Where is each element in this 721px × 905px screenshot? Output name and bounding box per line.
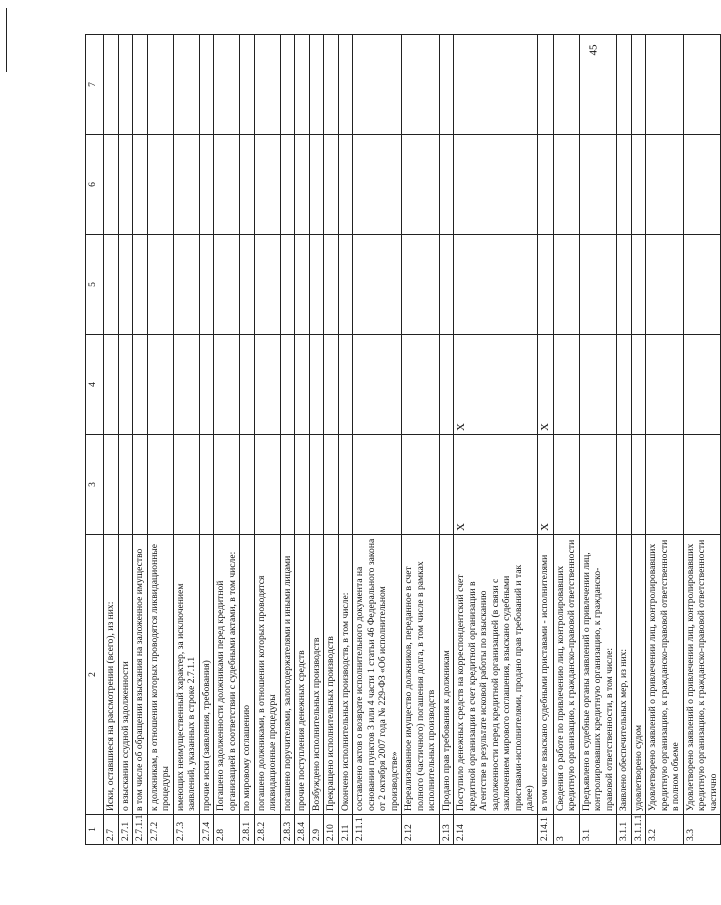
row-code: 2.13 bbox=[439, 815, 454, 845]
value-cell bbox=[683, 235, 721, 335]
header-cell: 5 bbox=[86, 235, 104, 335]
row-description: Возбуждено исполнительных производств bbox=[309, 535, 324, 815]
value-cell bbox=[199, 235, 214, 335]
value-cell bbox=[646, 435, 684, 535]
value-cell bbox=[254, 35, 280, 135]
table-row bbox=[214, 35, 240, 845]
value-cell bbox=[402, 235, 440, 335]
table-row bbox=[402, 35, 440, 845]
row-description: по мировому соглашению bbox=[240, 535, 255, 815]
value-cell bbox=[338, 35, 353, 135]
value-cell bbox=[118, 235, 133, 335]
value-cell bbox=[133, 435, 148, 535]
value-cell bbox=[402, 435, 440, 535]
table-row bbox=[280, 35, 295, 845]
value-cell bbox=[309, 35, 324, 135]
value-cell bbox=[579, 235, 617, 335]
value-cell bbox=[147, 35, 173, 135]
value-cell bbox=[631, 235, 646, 335]
value-cell bbox=[104, 435, 119, 535]
table-row bbox=[439, 35, 454, 845]
value-cell bbox=[240, 135, 255, 235]
value-cell bbox=[133, 335, 148, 435]
value-cell bbox=[439, 335, 454, 435]
row-description: прочие иски (заявления, требования) bbox=[199, 535, 214, 815]
value-cell bbox=[295, 35, 310, 135]
value-cell bbox=[254, 435, 280, 535]
value-cell bbox=[147, 235, 173, 335]
value-cell bbox=[439, 235, 454, 335]
value-cell bbox=[214, 235, 240, 335]
value-cell bbox=[280, 435, 295, 535]
value-cell bbox=[537, 135, 553, 235]
value-cell bbox=[280, 35, 295, 135]
table-row bbox=[617, 35, 632, 845]
value-cell bbox=[104, 235, 119, 335]
value-cell bbox=[553, 135, 579, 235]
row-code: 2.14.1 bbox=[537, 815, 553, 845]
value-cell bbox=[579, 35, 617, 135]
table-row bbox=[309, 35, 324, 845]
value-cell bbox=[353, 435, 402, 535]
value-cell bbox=[617, 135, 632, 235]
value-cell bbox=[104, 135, 119, 235]
value-cell bbox=[683, 35, 721, 135]
value-cell bbox=[579, 135, 617, 235]
row-code: 3.1 bbox=[579, 815, 617, 845]
value-cell bbox=[537, 35, 553, 135]
value-cell bbox=[553, 435, 579, 535]
row-code: 2.9 bbox=[309, 815, 324, 845]
rotated-page bbox=[85, 35, 719, 845]
value-cell bbox=[439, 35, 454, 135]
value-cell bbox=[199, 135, 214, 235]
value-cell bbox=[280, 235, 295, 335]
value-cell: X bbox=[454, 335, 538, 435]
value-cell: X bbox=[537, 435, 553, 535]
row-description: Прекращено исполнительных производств bbox=[324, 535, 339, 815]
value-cell bbox=[338, 435, 353, 535]
value-cell bbox=[631, 435, 646, 535]
value-cell bbox=[199, 435, 214, 535]
value-cell bbox=[133, 35, 148, 135]
page-number: 45 bbox=[587, 44, 600, 56]
value-cell bbox=[240, 435, 255, 535]
value-cell bbox=[240, 335, 255, 435]
margin-line bbox=[6, 8, 7, 72]
value-cell bbox=[439, 135, 454, 235]
value-cell bbox=[646, 335, 684, 435]
value-cell bbox=[402, 135, 440, 235]
value-cell bbox=[147, 435, 173, 535]
row-description: Предъявлено в судебные органы заявлений о привлечении лиц, контролировавших кредитную организацию, к гражданско-правовой ответственности, в том числе: bbox=[579, 535, 617, 815]
row-code: 2.7.1 bbox=[118, 815, 133, 845]
header-cell: 4 bbox=[86, 335, 104, 435]
row-code: 2.14 bbox=[454, 815, 538, 845]
row-code: 2.7.3 bbox=[173, 815, 199, 845]
header-cell: 7 bbox=[86, 35, 104, 135]
table-row bbox=[338, 35, 353, 845]
table-row bbox=[324, 35, 339, 845]
row-code: 2.7.2 bbox=[147, 815, 173, 845]
value-cell bbox=[617, 435, 632, 535]
value-cell bbox=[646, 135, 684, 235]
value-cell bbox=[199, 35, 214, 135]
row-code: 2.8 bbox=[214, 815, 240, 845]
value-cell bbox=[254, 235, 280, 335]
value-cell bbox=[631, 335, 646, 435]
header-row bbox=[86, 35, 104, 845]
value-cell bbox=[324, 435, 339, 535]
row-code: 2.8.4 bbox=[295, 815, 310, 845]
value-cell bbox=[631, 135, 646, 235]
value-cell bbox=[353, 135, 402, 235]
value-cell: X bbox=[537, 335, 553, 435]
value-cell bbox=[280, 135, 295, 235]
header-cell: 1 bbox=[86, 815, 104, 845]
row-description: Продано прав требования к должникам bbox=[439, 535, 454, 815]
value-cell bbox=[295, 335, 310, 435]
value-cell bbox=[353, 335, 402, 435]
value-cell bbox=[683, 135, 721, 235]
value-cell bbox=[173, 435, 199, 535]
value-cell bbox=[338, 135, 353, 235]
value-cell bbox=[553, 335, 579, 435]
report-table bbox=[85, 34, 721, 845]
row-code: 2.7.1.1 bbox=[133, 815, 148, 845]
value-cell bbox=[104, 35, 119, 135]
row-description: составлено актов о возврате исполнительного документа на основании пунктов 3 или 4 части 1 статьи 46 Федерального закона от 2 октября 2007 года № 229-ФЗ «Об исполнительном производстве» bbox=[353, 535, 402, 815]
table-row bbox=[537, 35, 553, 845]
value-cell bbox=[324, 35, 339, 135]
value-cell bbox=[617, 35, 632, 135]
value-cell bbox=[295, 135, 310, 235]
value-cell bbox=[646, 235, 684, 335]
value-cell bbox=[309, 435, 324, 535]
table-body bbox=[86, 35, 721, 845]
table-row bbox=[353, 35, 402, 845]
row-description: Нереализованное имущество должников, переданное в счет полного (частичного) погашения долга, в том числе в рамках исполнительных производств bbox=[402, 535, 440, 815]
table-row bbox=[579, 35, 617, 845]
row-description: удовлетворено судом bbox=[631, 535, 646, 815]
value-cell bbox=[309, 335, 324, 435]
value-cell bbox=[338, 235, 353, 335]
row-code: 2.8.1 bbox=[240, 815, 255, 845]
table-row bbox=[631, 35, 646, 845]
row-code: 2.7 bbox=[104, 815, 119, 845]
value-cell bbox=[454, 135, 538, 235]
value-cell bbox=[353, 35, 402, 135]
value-cell bbox=[295, 435, 310, 535]
value-cell bbox=[173, 235, 199, 335]
table-row bbox=[133, 35, 148, 845]
value-cell bbox=[280, 335, 295, 435]
value-cell bbox=[104, 335, 119, 435]
value-cell bbox=[173, 335, 199, 435]
row-code: 3.1.1 bbox=[617, 815, 632, 845]
value-cell bbox=[579, 435, 617, 535]
value-cell bbox=[324, 235, 339, 335]
row-description: в том числе об обращении взыскания на заложенное имущество bbox=[133, 535, 148, 815]
row-description: Удовлетворено заявлений о привлечении лиц, контролировавших кредитную организацию, к гражданско-правовой ответственности частично bbox=[683, 535, 721, 815]
value-cell bbox=[133, 235, 148, 335]
table-row bbox=[553, 35, 579, 845]
value-cell bbox=[683, 335, 721, 435]
value-cell bbox=[439, 435, 454, 535]
value-cell bbox=[646, 35, 684, 135]
value-cell bbox=[553, 35, 579, 135]
value-cell bbox=[454, 235, 538, 335]
value-cell bbox=[324, 335, 339, 435]
value-cell bbox=[254, 135, 280, 235]
value-cell bbox=[353, 235, 402, 335]
row-code: 2.11 bbox=[338, 815, 353, 845]
row-description: Погашено задолженности должниками перед кредитной организацией в соответствии с судебными актами, в том числе: bbox=[214, 535, 240, 815]
row-code: 2.11.1 bbox=[353, 815, 402, 845]
table-row bbox=[118, 35, 133, 845]
header-cell: 3 bbox=[86, 435, 104, 535]
table-row bbox=[199, 35, 214, 845]
row-description: к должникам, в отношении которых проводятся ликвидационные процедуры bbox=[147, 535, 173, 815]
row-description: Заявлено обеспечительных мер, из них: bbox=[617, 535, 632, 815]
value-cell bbox=[683, 435, 721, 535]
row-description: Сведения о работе по привлечению лиц, контролировавших кредитную организацию, к гражданско-правовой ответственности bbox=[553, 535, 579, 815]
row-description: Окончено исполнительных производств, в том числе: bbox=[338, 535, 353, 815]
value-cell bbox=[240, 35, 255, 135]
table-row bbox=[173, 35, 199, 845]
row-code: 2.8.2 bbox=[254, 815, 280, 845]
value-cell bbox=[454, 35, 538, 135]
table-row bbox=[295, 35, 310, 845]
value-cell bbox=[214, 335, 240, 435]
value-cell bbox=[214, 135, 240, 235]
row-description: Иски, оставшиеся на рассмотрении (всего), из них: bbox=[104, 535, 119, 815]
row-code: 2.12 bbox=[402, 815, 440, 845]
value-cell bbox=[617, 235, 632, 335]
value-cell bbox=[240, 235, 255, 335]
table-row bbox=[254, 35, 280, 845]
value-cell bbox=[173, 35, 199, 135]
row-description: погашено поручителями, залогодержателями и иными лицами bbox=[280, 535, 295, 815]
table-row bbox=[147, 35, 173, 845]
value-cell bbox=[199, 335, 214, 435]
row-code: 3 bbox=[553, 815, 579, 845]
value-cell: X bbox=[454, 435, 538, 535]
value-cell bbox=[309, 235, 324, 335]
row-description: погашено должниками, в отношении которых проводятся ликвидационные процедуры bbox=[254, 535, 280, 815]
table-row bbox=[454, 35, 538, 845]
table-row bbox=[646, 35, 684, 845]
row-description: имеющих неимущественный характер, за исключением заявлений, указанных в строке 2.7.1.1 bbox=[173, 535, 199, 815]
row-description: Поступило денежных средств на корреспондентский счет кредитной организации в счет кредитной организации в Агентстве в результате исковой работы по взысканию задолженности перед кредитной организацией (в связи с заключением мирового соглашения, взыскано судебными приставами-исполнителями, продано прав требований и так далее) bbox=[454, 535, 538, 815]
value-cell bbox=[214, 35, 240, 135]
table-row bbox=[104, 35, 119, 845]
value-cell bbox=[118, 335, 133, 435]
value-cell bbox=[118, 135, 133, 235]
row-code: 3.1.1.1 bbox=[631, 815, 646, 845]
value-cell bbox=[579, 335, 617, 435]
value-cell bbox=[295, 235, 310, 335]
value-cell bbox=[118, 35, 133, 135]
table-row bbox=[240, 35, 255, 845]
value-cell bbox=[173, 135, 199, 235]
row-description: в том числе взыскано судебными приставами - исполнителями bbox=[537, 535, 553, 815]
row-description: о взыскании ссудной задолженности bbox=[118, 535, 133, 815]
value-cell bbox=[309, 135, 324, 235]
value-cell bbox=[631, 35, 646, 135]
row-code: 2.8.3 bbox=[280, 815, 295, 845]
header-cell: 2 bbox=[86, 535, 104, 815]
row-description: Удовлетворено заявлений о привлечении лиц, контролировавших кредитную организацию, к гражданско-правовой ответственности в полном объеме bbox=[646, 535, 684, 815]
value-cell bbox=[147, 135, 173, 235]
value-cell bbox=[118, 435, 133, 535]
row-description: прочие поступления денежных средств bbox=[295, 535, 310, 815]
value-cell bbox=[147, 335, 173, 435]
value-cell bbox=[402, 35, 440, 135]
table-row bbox=[683, 35, 721, 845]
row-code: 3.2 bbox=[646, 815, 684, 845]
value-cell bbox=[338, 335, 353, 435]
value-cell bbox=[617, 335, 632, 435]
value-cell bbox=[402, 335, 440, 435]
value-cell bbox=[214, 435, 240, 535]
value-cell bbox=[133, 135, 148, 235]
header-cell: 6 bbox=[86, 135, 104, 235]
value-cell bbox=[553, 235, 579, 335]
value-cell bbox=[324, 135, 339, 235]
value-cell bbox=[254, 335, 280, 435]
row-code: 2.7.4 bbox=[199, 815, 214, 845]
value-cell bbox=[537, 235, 553, 335]
row-code: 2.10 bbox=[324, 815, 339, 845]
row-code: 3.3 bbox=[683, 815, 721, 845]
